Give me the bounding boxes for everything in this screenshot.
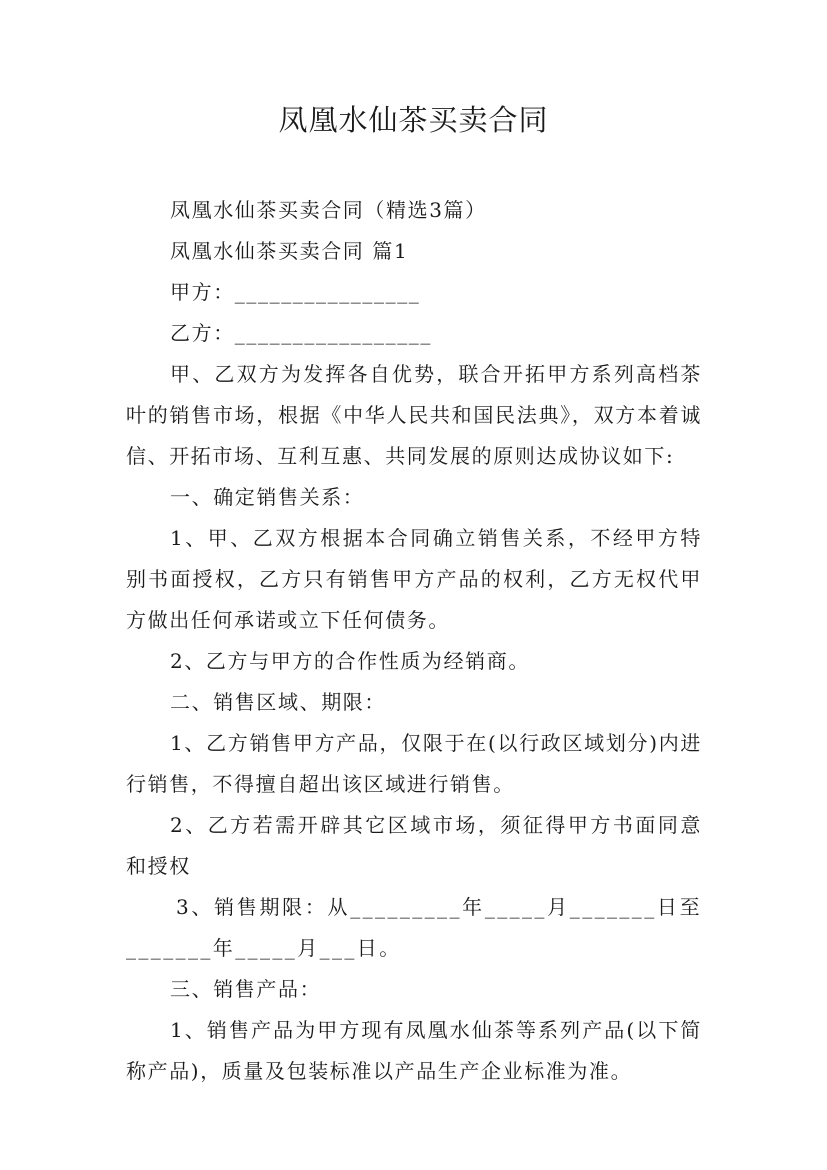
clause-heading-2: 二、销售区域、期限：: [170, 690, 386, 714]
paragraph-section-heading: 凤凰水仙茶买卖合同 篇1: [170, 239, 409, 263]
clause-heading-1: 一、确定销售关系：: [170, 485, 365, 509]
clause-3-1: 1、销售产品为甲方现有凤凰水仙茶等系列产品(以下简称产品)，质量及包装标准以产品生产企业标准为准。: [126, 1018, 702, 1083]
party-b-line: 乙方：_________________: [170, 321, 432, 345]
document-body: [126, 190, 702, 1092]
paragraph-subtitle: 凤凰水仙茶买卖合同（精选3篇）: [170, 198, 487, 222]
clause-1-2: 2、乙方与甲方的合作性质为经销商。: [170, 649, 530, 673]
clause-1-1: 1、甲、乙双方根据本合同确立销售关系，不经甲方特别书面授权，乙方只有销售甲方产品的权利，乙方无权代甲方做出任何承诺或立下任何债务。: [126, 526, 702, 632]
document-title: 凤凰水仙茶买卖合同: [278, 103, 549, 137]
clause-2-3: 3、销售期限：从_________年_____月_______日至_______年_____月___日。: [126, 895, 702, 960]
clause-2-1: 1、乙方销售甲方产品，仅限于在(以行政区域划分)内进行销售，不得擅自超出该区域进行销售。: [126, 731, 702, 796]
clause-2-2: 2、乙方若需开辟其它区域市场，须征得甲方书面同意和授权: [126, 813, 702, 878]
clause-heading-3: 三、销售产品：: [170, 977, 322, 1001]
paragraph-preamble: 甲、乙双方为发挥各自优势，联合开拓甲方系列高档茶叶的销售市场，根据《中华人民共和国民法典》，双方本着诚信、开拓市场、互利互惠、共同发展的原则达成协议如下:: [126, 362, 702, 468]
party-a-line: 甲方：________________: [170, 280, 421, 304]
